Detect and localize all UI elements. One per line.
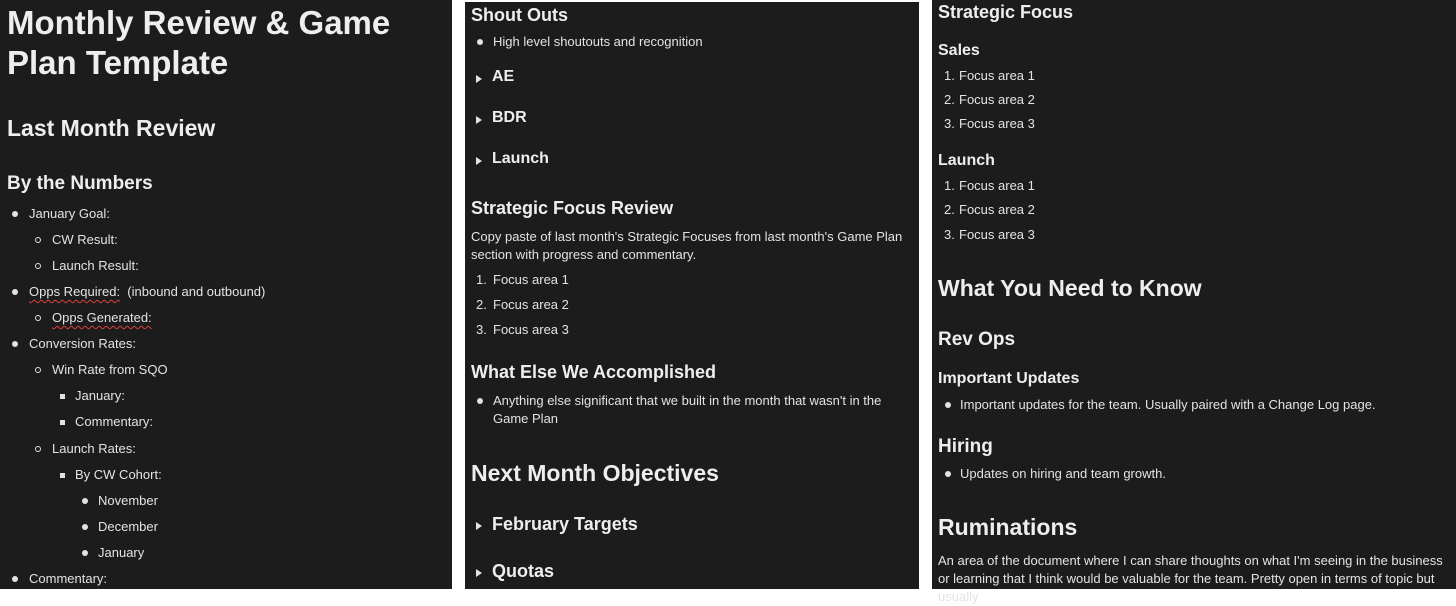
item-january: January: [98, 545, 145, 560]
item-cw-result: CW Result:: [52, 232, 118, 247]
bullet-disc: [477, 39, 483, 45]
bullet-disc: [82, 498, 88, 504]
bullet-disc: [12, 341, 18, 347]
middle-document-panel: [465, 2, 919, 589]
heading-what-else-accomplished: What Else We Accomplished: [471, 362, 717, 382]
bullet-circle: [35, 263, 41, 269]
ordered-number: 3.: [476, 322, 487, 337]
focus-area-item: Focus area 3: [493, 322, 569, 337]
heading-sales: Sales: [938, 42, 980, 59]
heading-hiring: Hiring: [938, 436, 993, 457]
launch-focus-item: Focus area 2: [959, 202, 1035, 217]
right-document-panel: [932, 0, 1456, 604]
toggle-triangle-icon: [476, 522, 482, 530]
heading-important-updates: Important Updates: [938, 370, 1080, 387]
heading-next-month-objectives: Next Month Objectives: [471, 460, 719, 486]
accomplished-bullet: Anything else significant that we built in the month that wasn't in the Game Plan: [493, 393, 882, 426]
ordered-number: 3.: [944, 227, 955, 242]
ruminations-text: An area of the document where I can share thoughts on what I'm seeing in the business or learning that I think would be valuable for the team. Pretty open in terms of topic but usually: [938, 553, 1443, 604]
heading-what-you-need-to-know: What You Need to Know: [938, 275, 1202, 301]
heading-last-month-review: Last Month Review: [7, 115, 216, 141]
sales-focus-item: Focus area 3: [959, 116, 1035, 131]
sales-focus-item: Focus area 2: [959, 92, 1035, 107]
ordered-number: 2.: [944, 202, 955, 217]
item-opps-required: [29, 284, 265, 299]
shout-outs-bullet: High level shoutouts and recognition: [493, 34, 703, 49]
item-january-goal: January Goal:: [29, 206, 110, 221]
toggle-bdr[interactable]: [475, 107, 675, 133]
bullet-disc: [477, 398, 483, 404]
item-launch-result: Launch Result:: [52, 258, 139, 273]
toggle-launch-label: Launch: [492, 150, 549, 167]
bullet-square: [60, 473, 65, 478]
hiring-bullet: Updates on hiring and team growth.: [960, 466, 1166, 481]
toggle-launch[interactable]: [475, 148, 675, 174]
opps-required-label: Opps Required:: [29, 284, 121, 299]
toggle-quotas-label: Quotas: [492, 561, 555, 581]
item-win-commentary: Commentary:: [75, 414, 154, 429]
important-updates-bullet: Important updates for the team. Usually paired with a Change Log page.: [960, 397, 1376, 412]
launch-focus-item: Focus area 1: [959, 178, 1035, 193]
launch-focus-item: Focus area 3: [959, 227, 1035, 242]
heading-strategic-focus: Strategic Focus: [938, 2, 1074, 22]
focus-area-item: Focus area 1: [493, 272, 569, 287]
item-commentary: Commentary:: [29, 571, 108, 586]
ordered-number: 2.: [476, 297, 487, 312]
bullet-circle: [35, 446, 41, 452]
toggle-bdr-label: BDR: [492, 109, 527, 126]
item-launch-rates: Launch Rates:: [52, 441, 136, 456]
ordered-number: 1.: [476, 272, 487, 287]
item-win-rate: Win Rate from SQO: [52, 362, 168, 377]
bullet-disc: [82, 524, 88, 530]
toggle-triangle-icon: [476, 569, 482, 577]
bullet-square: [60, 394, 65, 399]
toggle-triangle-icon: [476, 75, 482, 83]
page-title: Monthly Review & Game Plan Template: [7, 4, 391, 81]
toggle-ae-label: AE: [492, 68, 515, 85]
ordered-number: 2.: [944, 92, 955, 107]
item-conversion-rates: Conversion Rates:: [29, 336, 136, 351]
sales-focus-item: Focus area 1: [959, 68, 1035, 83]
heading-by-the-numbers: By the Numbers: [7, 173, 153, 194]
toggle-triangle-icon: [476, 116, 482, 124]
item-november: November: [98, 493, 158, 508]
ordered-number: 1.: [944, 178, 955, 193]
toggle-ae[interactable]: [475, 66, 675, 92]
bullet-disc: [945, 471, 951, 477]
bullet-disc: [12, 211, 18, 217]
left-document-panel: [0, 0, 452, 589]
heading-shout-outs: Shout Outs: [471, 5, 568, 25]
bullet-circle: [35, 315, 41, 321]
bullet-square: [60, 420, 65, 425]
item-december: December: [98, 519, 158, 534]
bullet-disc: [82, 550, 88, 556]
focus-area-item: Focus area 2: [493, 297, 569, 312]
heading-ruminations: Ruminations: [938, 514, 1078, 540]
item-opps-generated: Opps Generated:: [52, 310, 152, 325]
toggle-february-targets[interactable]: [475, 512, 735, 540]
heading-rev-ops: Rev Ops: [938, 329, 1016, 350]
bullet-disc: [12, 576, 18, 582]
strategic-review-text: Copy paste of last month's Strategic Focuses from last month's Game Plan section with progress and commentary.: [471, 229, 903, 262]
opps-required-note: (inbound and outbound): [127, 284, 266, 299]
toggle-february-targets-label: February Targets: [492, 514, 638, 534]
bullet-circle: [35, 367, 41, 373]
ordered-number: 3.: [944, 116, 955, 131]
heading-strategic-focus-review: Strategic Focus Review: [471, 198, 674, 218]
ordered-number: 1.: [944, 68, 955, 83]
bullet-circle: [35, 237, 41, 243]
bullet-disc: [945, 402, 951, 408]
item-by-cw-cohort: By CW Cohort:: [75, 467, 162, 482]
toggle-triangle-icon: [476, 157, 482, 165]
bullet-disc: [12, 289, 18, 295]
toggle-quotas[interactable]: [475, 559, 735, 587]
item-win-january: January:: [75, 388, 125, 403]
heading-launch: Launch: [938, 152, 995, 169]
